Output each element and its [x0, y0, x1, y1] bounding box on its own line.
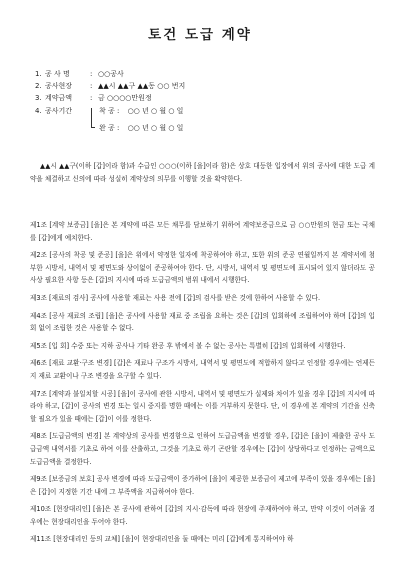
- article-7: 제7조 [계약과 불일치할 시공] [을]이 공사에 관한 시방서, 내역서 및 평면도가 실제와 차이가 있을 경우 [갑]의 지시에 따라야 하고, [갑]이 공사의 변경 또는 일시 중지를 명한 때에는 이를 거부하지 못한다. 단, 이 경우에 본 계약의 기간을 신축할 필요가 있을 때에는 [갑]이 이를 정한다.: [30, 389, 375, 423]
- info-value: ▲▲시 ▲▲구 ▲▲동 ○○ 번지: [98, 82, 186, 91]
- period-start-line: [99, 106, 183, 116]
- info-label: 공사기간: [45, 106, 73, 115]
- period-end-label: 완 공 :: [99, 124, 120, 132]
- article-4: 제4조 [공사 재료의 조립] [을]은 공사에 사용할 재료 중 조립을 요하는 것은 [갑]의 입회하에 조립하여야 하며 [갑]의 입회 없이 조립한 것은 사용할 수 없다.: [30, 311, 375, 333]
- article-5: 제5조 [입 회] 수중 또는 지하 공사나 기타 완공 후 밖에서 볼 수 없는 공사는 특별히 [갑]의 입회하에 시행한다.: [30, 341, 346, 350]
- info-number: 1.: [35, 70, 42, 78]
- article-8: 제8조 [도급금액의 변경] 본 계약상의 공사를 변경함으로 인하여 도급금액을 변경할 경우, [갑]은 [을]이 제출한 공사 도급금액 내역서를 기초로 하여 이를 산출하고, 그것을 기초로 하기 곤란할 경우에는 [갑]이 상당하다고 인정하는 금액으로 도급금액을 결정한다.: [30, 432, 375, 466]
- info-number: 4.: [35, 106, 42, 115]
- period-start-value: ○○ 년 ○ 월 ○ 일: [127, 107, 184, 115]
- article-3: 제3조 [재료의 검사] 공사에 사용할 재료는 사용 전에 [갑]의 검사를 받은 것에 한하여 사용할 수 있다.: [30, 293, 321, 302]
- article-2: 제2조 [공사의 착공 및 준공] [을]은 위에서 약정한 일자에 착공하여야 하고, 또한 위의 준공 연월일까지 본 계약서에 첨부한 시방서, 내역서 및 평면도와 상이없이 준공하여야 한다. 단, 시방서, 내역서 및 평면도에 표시되어 있지 않더라도 공사상 필요한 사항 등은 [갑]의 지시에 따라 도급금액의 범위 내에서 시행한다.: [30, 251, 375, 285]
- info-row-amount: [35, 92, 185, 104]
- intro-text: ▲▲시 ▲▲구(이하 [갑]이라 함)과 수급인 ○○○(이하 [을]이라 함)은 상호 대등한 입장에서 위의 공사에 대한 도급 계약을 체결하고 신의에 따라 성실히 계약상의 의무를 이행할 것을 확약한다.: [30, 162, 375, 183]
- info-value: ○○공사: [98, 70, 124, 78]
- period-end-value: ○○ 년 ○ 월 ○ 일: [127, 124, 184, 132]
- period-end-line: [99, 123, 183, 133]
- info-separator: :: [90, 82, 93, 91]
- article-1: 제1조 [계약 보증금] [을]은 본 계약에 따른 모든 채무를 담보하기 위하여 계약보증금으로 금 ○○만원의 현금 또는 국채를 [갑]에게 예치한다.: [30, 221, 375, 242]
- info-row-project-name: [35, 68, 185, 80]
- info-separator: :: [90, 94, 93, 103]
- info-label: 공사현장: [45, 82, 73, 91]
- article-list: [30, 219, 375, 546]
- period-start-label: 착 공 :: [99, 107, 120, 115]
- info-number: 2.: [35, 82, 42, 91]
- info-number: 3.: [35, 94, 42, 103]
- info-separator: :: [90, 70, 93, 78]
- period-bracket: [91, 108, 95, 128]
- document-title: 토건 도급 계약: [148, 27, 252, 43]
- article-11: 제11조 [현장대리인 등의 교체] [을]이 현장대리인을 둘 때에는 미리 [갑]에게 통지하여야 하: [30, 535, 294, 544]
- info-label: 공 사 명: [45, 70, 70, 78]
- intro-paragraph: [30, 160, 375, 185]
- article-6: 제6조 [재료 교환·구조 변경] [갑]은 재료나 구조가 시방서, 내역서 및 평면도에 적합하지 않다고 인정할 경우에는 언제든지 재료 교환이나 구조 변경을 요구할 수 있다.: [30, 359, 375, 380]
- info-row-site: [35, 80, 185, 92]
- info-value: 금 ○○○○만원정: [98, 94, 152, 103]
- info-label: 계약금액: [45, 94, 73, 103]
- article-9: 제9조 [보증금의 보호] 공사 변경에 따라 도급금액이 증가하여 [을]이 제공한 보증금이 제고에 부족이 있을 경우에는 [을]은 [갑]이 지정한 기간 내에 그 부족액을 지급하여야 한다.: [30, 475, 375, 496]
- article-10: 제10조 [현장대리인] [을]은 본 공사에 관하여 [갑]의 지시·감독에 따라 현장에 주재하여야 하고, 만약 이것이 어려울 경우에는 현장대리인을 두어야 한다.: [30, 505, 375, 526]
